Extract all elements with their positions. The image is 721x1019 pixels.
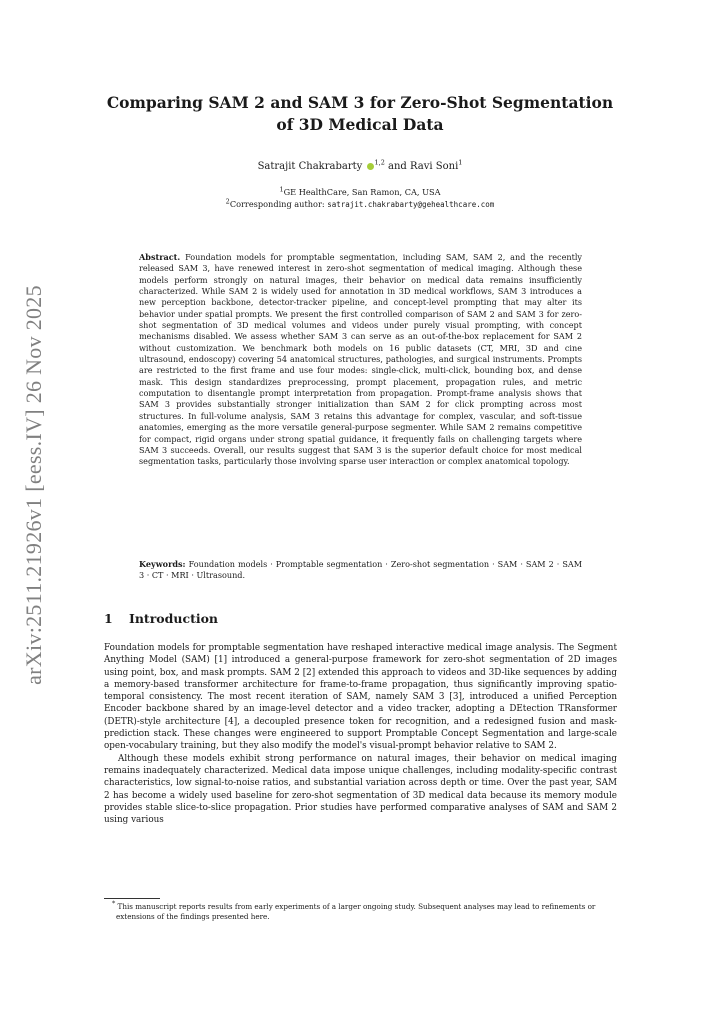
paragraph: Although these models exhibit strong performance on natural images, their behavior on medical imaging remains inadequately characterized. Medical data impose unique challenges, including modality-specific contrast characteristics, low signal-to-noise ratios, and substantial variation across depth or time. Over the past year, SAM 2 has become a widely used baseline for zero-shot segmentation of 3D medical data because its memory module provides stable slice-to-slice propagation. Prior studies have performed comparative analyses of SAM and SAM 2 using various — [104, 753, 617, 826]
corresponding-author-label: Corresponding author: — [229, 199, 328, 209]
author-first-affiliation-mark: 1,2 — [374, 158, 385, 167]
paper-title: Comparing SAM 2 and SAM 3 for Zero-Shot Segmentation of 3D Medical Data — [106, 93, 614, 134]
keywords — [139, 559, 582, 582]
abstract — [139, 252, 582, 468]
abstract-text: Foundation models for promptable segmentation, including SAM, SAM 2, and the recently released SAM 3, have renewed interest in zero-shot segmentation of medical imaging. Although these models perform strongly on natural images, their behavior on medical data remains insufficiently characterized. While SAM 2 is widely used for annotation in 3D medical workflows, SAM 3 introduces a new perception backbone, detector-tracker pipeline, and concept-level prompting that may alter its behavior under spatial prompts. We present the first controlled comparison of SAM 2 and SAM 3 for zero-shot segmentation of 3D medical volumes and videos under purely visual prompting, with concept mechanisms disabled. We assess whether SAM 3 can serve as an out-of-the-box replacement for SAM 2 without customization. We benchmark both models on 16 public datasets (CT, MRI, 3D and cine ultrasound, endoscopy) covering 54 anatomical structures, pathologies, and surgical instruments. Prompts are restricted to the first frame and use four modes: single-click, multi-click, bounding box, and dense mask. This design standardizes preprocessing, prompt placement, propagation rules, and metric computation to disentangle prompt interpretation from propagation. Prompt-frame analysis shows that SAM 3 provides substantially stronger initialization than SAM 2 for click prompting across most structures. In full-volume analysis, SAM 3 retains this advantage for complex, vascular, and soft-tissue anatomies, emerging as the more versatile general-purpose segmenter. While SAM 2 remains competitive for compact, rigid organs under strong spatial guidance, it frequently fails on challenging targets where SAM 3 succeeds. Overall, our results suggest that SAM 3 is the superior default choice for most medical segmentation tasks, particularly those involving sparse user interaction or complex anatomical topology. — [139, 252, 583, 467]
paragraph: Foundation models for promptable segmentation have reshaped interactive medical image analysis. The Segment Anything Model (SAM) [1] introduced a general-purpose framework for zero-shot segmentation of 2D images using point, box, and mask prompts. SAM 2 [2] extended this approach to videos and 3D-like sequences by adding a memory-based transformer architecture for frame-to-frame propagation, thus significantly improving spatio-temporal consistency. The most recent iteration of SAM, namely SAM 3 [3], introduced a unified Perception Encoder backbone shared by an image-level detector and a video tracker, adopting a DEtection TRansformer (DETR)-style architecture [4], a decoupled presence token for recognition, and a redesigned fusion and mask-prediction stack. These changes were engineered to support Promptable Concept Segmentation and large-scale open-vocabulary training, but they also modify the model's visual-prompt behavior relative to SAM 2. — [104, 643, 617, 752]
abstract-label: Abstract. — [139, 252, 181, 262]
affiliation-line-1 — [100, 186, 620, 198]
author-first: Satrajit Chakrabarty — [257, 161, 363, 172]
author-second: Ravi Soni — [410, 161, 459, 172]
footnote-text: This manuscript reports results from early experiments of a larger ongoing study. Subsequent analyses may lead to refinements or extensions of the findings presented here. — [116, 902, 596, 922]
corresponding-author-email[interactable]: satrajit.chakrabarty@gehealthcare.com — [327, 200, 495, 209]
affiliation-2-mark: 2 — [225, 197, 230, 206]
section-heading-introduction — [104, 611, 218, 626]
affiliation-1-mark: 1 — [279, 185, 284, 194]
affiliation-1-text: GE HealthCare, San Ramon, CA, USA — [283, 187, 441, 197]
keywords-label: Keywords: — [139, 559, 186, 569]
arxiv-identifier-text: arXiv:2511.21926v1 [eess.IV] 26 Nov 2025 — [21, 285, 47, 685]
footnote-mark: * — [112, 899, 116, 908]
affiliation-line-2 — [100, 198, 620, 211]
author-line — [100, 160, 620, 174]
arxiv-identifier-stamp — [14, 285, 54, 685]
footnote — [104, 899, 617, 923]
affiliations — [100, 186, 620, 211]
keywords-text: Foundation models · Promptable segmentation · Zero-shot segmentation · SAM · SAM 2 · SAM 3 · CT · MRI · Ultrasound. — [139, 559, 583, 581]
introduction-body — [104, 642, 617, 826]
section-number: 1 — [104, 611, 113, 626]
author-conjunction: and — [384, 161, 411, 172]
section-title: Introduction — [129, 611, 219, 626]
author-second-affiliation-mark: 1 — [458, 158, 463, 167]
orcid-icon[interactable] — [367, 163, 374, 170]
